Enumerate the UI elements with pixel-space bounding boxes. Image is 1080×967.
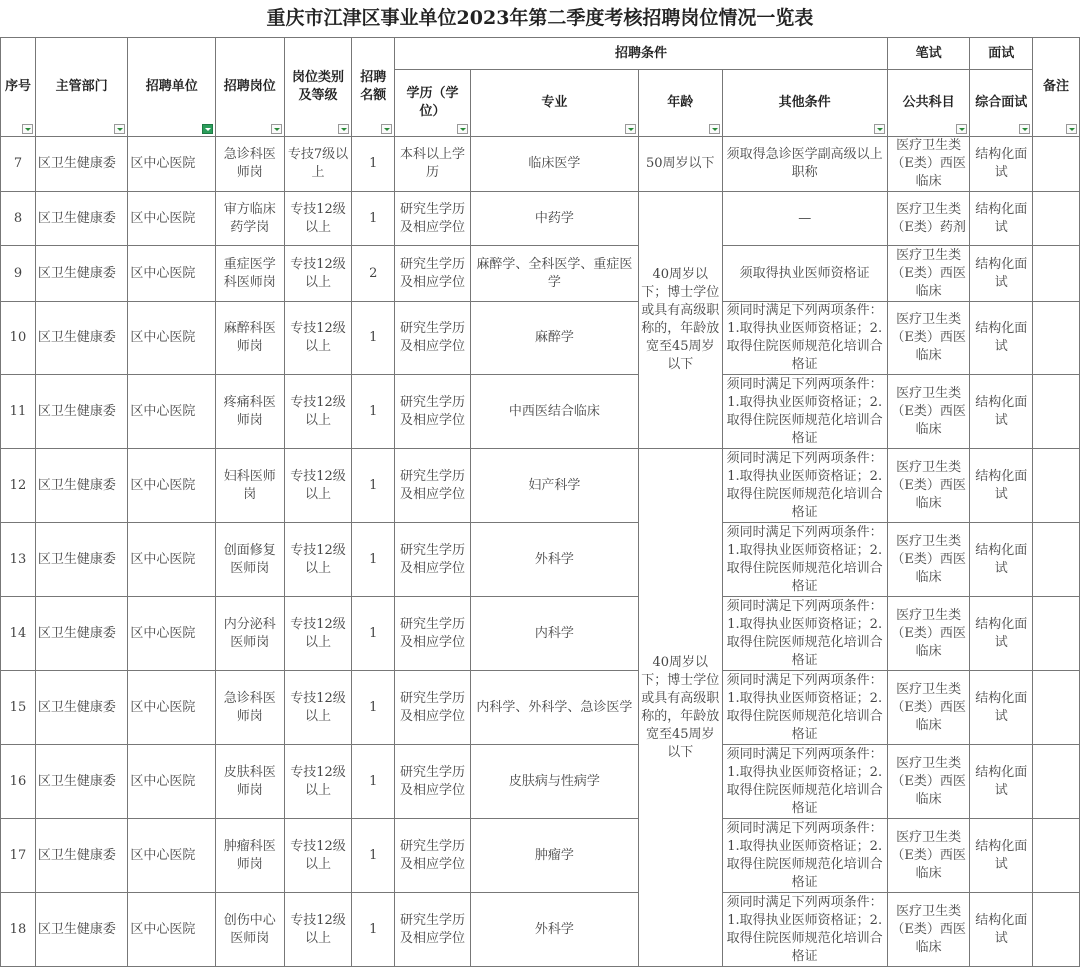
row-other: 须取得执业医师资格证: [722, 246, 887, 302]
row-subject: 医疗卫生类（E类）西医临床: [887, 375, 970, 449]
active-filter-button[interactable]: [202, 124, 213, 134]
row-edu: 研究生学历及相应学位: [395, 246, 471, 302]
row-count: 1: [352, 375, 395, 449]
row-remark: [1033, 375, 1080, 449]
row-subject: 医疗卫生类（E类）西医临床: [887, 449, 970, 523]
row-dept: 区卫生健康委: [35, 375, 128, 449]
row-interview: 结构化面试: [970, 246, 1033, 302]
row-subject: 医疗卫生类（E类）西医临床: [887, 137, 970, 192]
row-major: 内科学、外科学、急诊医学: [470, 671, 638, 745]
header-public-subject: 公共科目: [887, 70, 970, 137]
row-major: 中西医结合临床: [470, 375, 638, 449]
row-count: 1: [352, 893, 395, 967]
row-count: 1: [352, 137, 395, 192]
header-count: 招聘名额: [352, 38, 395, 137]
table-row: [1, 893, 1080, 967]
row-post: 肿瘤科医师岗: [215, 819, 284, 893]
row-level: 专技12级以上: [284, 597, 352, 671]
table-row: [1, 137, 1080, 192]
row-level: 专技12级以上: [284, 745, 352, 819]
row-subject: 医疗卫生类（E类）西医临床: [887, 893, 970, 967]
row-count: 2: [352, 246, 395, 302]
row-unit: 区中心医院: [128, 449, 216, 523]
filter-button[interactable]: [22, 124, 33, 134]
row-remark: [1033, 671, 1080, 745]
row-other: —: [722, 192, 887, 246]
row-interview: 结构化面试: [970, 192, 1033, 246]
row-subject: 医疗卫生类（E类）西医临床: [887, 523, 970, 597]
row-subject: 医疗卫生类（E类）西医临床: [887, 246, 970, 302]
row-other: 须同时满足下列两项条件：1.取得执业医师资格证；2.取得住院医师规范化培训合格证: [722, 819, 887, 893]
row-interview: 结构化面试: [970, 449, 1033, 523]
row-dept: 区卫生健康委: [35, 137, 128, 192]
row-other: 须取得急诊医学副高级以上职称: [722, 137, 887, 192]
header-written: 笔试: [887, 38, 970, 70]
header-level: 岗位类别及等级: [284, 38, 352, 137]
row-interview: 结构化面试: [970, 597, 1033, 671]
filter-button[interactable]: [457, 124, 468, 134]
row-edu: 研究生学历及相应学位: [395, 819, 471, 893]
row-interview: 结构化面试: [970, 302, 1033, 375]
row-unit: 区中心医院: [128, 745, 216, 819]
row-edu: 研究生学历及相应学位: [395, 449, 471, 523]
row-unit: 区中心医院: [128, 893, 216, 967]
row-post: 重症医学科医师岗: [215, 246, 284, 302]
row-interview: 结构化面试: [970, 671, 1033, 745]
header-conditions: 招聘条件: [395, 38, 888, 70]
row-major: 肿瘤学: [470, 819, 638, 893]
header-other: 其他条件: [722, 70, 887, 137]
filter-button[interactable]: [271, 124, 282, 134]
row-count: 1: [352, 745, 395, 819]
row-edu: 研究生学历及相应学位: [395, 192, 471, 246]
header-post: 招聘岗位: [215, 38, 284, 137]
age-group-2: 40周岁以下；博士学位或具有高级职称的，年龄放宽至45周岁以下: [638, 449, 722, 967]
row-age: 50周岁以下: [638, 137, 722, 192]
row-remark: [1033, 302, 1080, 375]
header-major: 专业: [470, 70, 638, 137]
row-dept: 区卫生健康委: [35, 819, 128, 893]
row-subject: 医疗卫生类（E类）西医临床: [887, 819, 970, 893]
row-edu: 研究生学历及相应学位: [395, 523, 471, 597]
row-unit: 区中心医院: [128, 192, 216, 246]
row-interview: 结构化面试: [970, 819, 1033, 893]
row-major: 麻醉学、全科医学、重症医学: [470, 246, 638, 302]
row-count: 1: [352, 523, 395, 597]
row-edu: 本科以上学历: [395, 137, 471, 192]
row-other: 须同时满足下列两项条件：1.取得执业医师资格证；2.取得住院医师规范化培训合格证: [722, 302, 887, 375]
row-other: 须同时满足下列两项条件：1.取得执业医师资格证；2.取得住院医师规范化培训合格证: [722, 449, 887, 523]
filter-button[interactable]: [381, 124, 392, 134]
row-count: 1: [352, 302, 395, 375]
row-remark: [1033, 449, 1080, 523]
table-row: [1, 671, 1080, 745]
row-dept: 区卫生健康委: [35, 523, 128, 597]
row-edu: 研究生学历及相应学位: [395, 597, 471, 671]
row-other: 须同时满足下列两项条件：1.取得执业医师资格证；2.取得住院医师规范化培训合格证: [722, 597, 887, 671]
row-subject: 医疗卫生类（E类）西医临床: [887, 302, 970, 375]
row-post: 妇科医师岗: [215, 449, 284, 523]
row-seq: 16: [1, 745, 36, 819]
row-level: 专技12级以上: [284, 449, 352, 523]
row-subject: 医疗卫生类（E类）西医临床: [887, 597, 970, 671]
row-major: 皮肤病与性病学: [470, 745, 638, 819]
row-seq: 11: [1, 375, 36, 449]
row-level: 专技12级以上: [284, 375, 352, 449]
header-interview: 面试: [970, 38, 1033, 70]
filter-button[interactable]: [114, 124, 125, 134]
row-seq: 7: [1, 137, 36, 192]
filter-button[interactable]: [1066, 124, 1077, 134]
row-edu: 研究生学历及相应学位: [395, 893, 471, 967]
row-count: 1: [352, 671, 395, 745]
row-seq: 13: [1, 523, 36, 597]
row-post: 创面修复医师岗: [215, 523, 284, 597]
row-count: 1: [352, 819, 395, 893]
row-dept: 区卫生健康委: [35, 745, 128, 819]
row-unit: 区中心医院: [128, 819, 216, 893]
row-unit: 区中心医院: [128, 375, 216, 449]
row-dept: 区卫生健康委: [35, 449, 128, 523]
row-unit: 区中心医院: [128, 597, 216, 671]
row-remark: [1033, 137, 1080, 192]
table-row: [1, 375, 1080, 449]
row-interview: 结构化面试: [970, 745, 1033, 819]
row-remark: [1033, 893, 1080, 967]
header-remark: 备注: [1033, 38, 1080, 137]
row-post: 急诊科医师岗: [215, 671, 284, 745]
row-seq: 15: [1, 671, 36, 745]
filter-button[interactable]: [956, 124, 967, 134]
filter-button[interactable]: [709, 124, 720, 134]
filter-button[interactable]: [874, 124, 885, 134]
row-remark: [1033, 819, 1080, 893]
row-count: 1: [352, 192, 395, 246]
header-interview-type: 综合面试: [970, 70, 1033, 137]
row-count: 1: [352, 449, 395, 523]
row-level: 专技12级以上: [284, 302, 352, 375]
table-row: [1, 449, 1080, 523]
row-post: 审方临床药学岗: [215, 192, 284, 246]
row-level: 专技12级以上: [284, 671, 352, 745]
row-major: 麻醉学: [470, 302, 638, 375]
header-age: 年龄: [638, 70, 722, 137]
row-remark: [1033, 246, 1080, 302]
row-level: 专技12级以上: [284, 192, 352, 246]
row-other: 须同时满足下列两项条件：1.取得执业医师资格证；2.取得住院医师规范化培训合格证: [722, 523, 887, 597]
row-unit: 区中心医院: [128, 671, 216, 745]
row-major: 临床医学: [470, 137, 638, 192]
row-post: 麻醉科医师岗: [215, 302, 284, 375]
row-post: 内分泌科医师岗: [215, 597, 284, 671]
filter-button[interactable]: [625, 124, 636, 134]
row-level: 专技12级以上: [284, 523, 352, 597]
row-remark: [1033, 745, 1080, 819]
row-level: 专技12级以上: [284, 819, 352, 893]
page-title: 重庆市江津区事业单位2023年第二季度考核招聘岗位情况一览表: [266, 7, 814, 29]
row-remark: [1033, 523, 1080, 597]
row-remark: [1033, 597, 1080, 671]
row-dept: 区卫生健康委: [35, 302, 128, 375]
row-other: 须同时满足下列两项条件：1.取得执业医师资格证；2.取得住院医师规范化培训合格证: [722, 375, 887, 449]
row-dept: 区卫生健康委: [35, 893, 128, 967]
row-unit: 区中心医院: [128, 137, 216, 192]
row-post: 皮肤科医师岗: [215, 745, 284, 819]
row-edu: 研究生学历及相应学位: [395, 302, 471, 375]
row-post: 急诊科医师岗: [215, 137, 284, 192]
age-group-1: 40周岁以下；博士学位或具有高级职称的，年龄放宽至45周岁以下: [638, 192, 722, 449]
table-row: [1, 745, 1080, 819]
row-level: 专技7级以上: [284, 137, 352, 192]
row-other: 须同时满足下列两项条件：1.取得执业医师资格证；2.取得住院医师规范化培训合格证: [722, 745, 887, 819]
row-unit: 区中心医院: [128, 246, 216, 302]
row-seq: 9: [1, 246, 36, 302]
row-subject: 医疗卫生类（E类）药剂: [887, 192, 970, 246]
table-row: [1, 523, 1080, 597]
row-interview: 结构化面试: [970, 137, 1033, 192]
row-major: 妇产科学: [470, 449, 638, 523]
row-seq: 8: [1, 192, 36, 246]
row-major: 外科学: [470, 523, 638, 597]
header-dept: 主管部门: [35, 38, 128, 137]
row-dept: 区卫生健康委: [35, 671, 128, 745]
row-other: 须同时满足下列两项条件：1.取得执业医师资格证；2.取得住院医师规范化培训合格证: [722, 893, 887, 967]
row-dept: 区卫生健康委: [35, 192, 128, 246]
filter-button[interactable]: [1019, 124, 1030, 134]
row-seq: 10: [1, 302, 36, 375]
row-level: 专技12级以上: [284, 246, 352, 302]
row-post: 创伤中心医师岗: [215, 893, 284, 967]
table-row: [1, 597, 1080, 671]
header-unit: 招聘单位: [128, 38, 216, 137]
row-edu: 研究生学历及相应学位: [395, 375, 471, 449]
row-other: 须同时满足下列两项条件：1.取得执业医师资格证；2.取得住院医师规范化培训合格证: [722, 671, 887, 745]
row-post: 疼痛科医师岗: [215, 375, 284, 449]
row-dept: 区卫生健康委: [35, 597, 128, 671]
row-seq: 12: [1, 449, 36, 523]
row-edu: 研究生学历及相应学位: [395, 671, 471, 745]
row-seq: 18: [1, 893, 36, 967]
row-unit: 区中心医院: [128, 523, 216, 597]
header-edu: 学历（学位）: [395, 70, 471, 137]
table-row: [1, 246, 1080, 302]
table-row: [1, 819, 1080, 893]
header-seq: 序号: [1, 38, 36, 137]
row-count: 1: [352, 597, 395, 671]
row-seq: 14: [1, 597, 36, 671]
row-major: 外科学: [470, 893, 638, 967]
table-row: [1, 302, 1080, 375]
row-edu: 研究生学历及相应学位: [395, 745, 471, 819]
table-row: [1, 192, 1080, 246]
row-unit: 区中心医院: [128, 302, 216, 375]
row-seq: 17: [1, 819, 36, 893]
row-level: 专技12级以上: [284, 893, 352, 967]
recruitment-table: [0, 37, 1080, 967]
row-interview: 结构化面试: [970, 375, 1033, 449]
row-major: 内科学: [470, 597, 638, 671]
filter-button[interactable]: [338, 124, 349, 134]
row-dept: 区卫生健康委: [35, 246, 128, 302]
row-interview: 结构化面试: [970, 893, 1033, 967]
row-interview: 结构化面试: [970, 523, 1033, 597]
row-major: 中药学: [470, 192, 638, 246]
row-remark: [1033, 192, 1080, 246]
row-subject: 医疗卫生类（E类）西医临床: [887, 745, 970, 819]
row-subject: 医疗卫生类（E类）西医临床: [887, 671, 970, 745]
